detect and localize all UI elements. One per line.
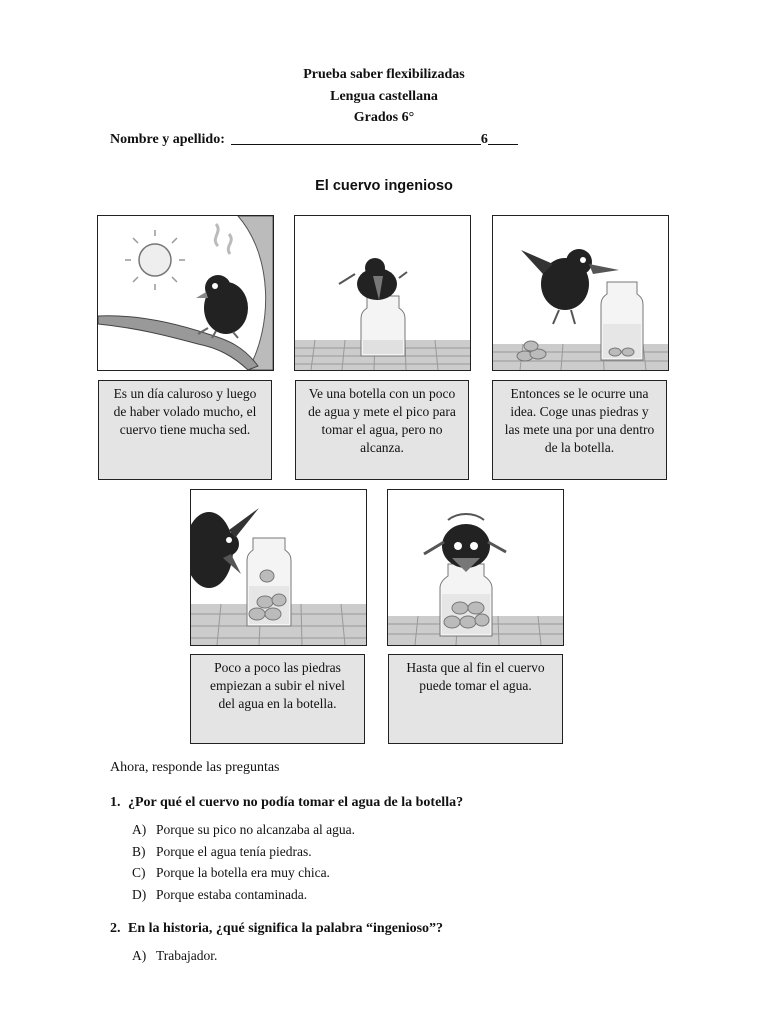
name-blank[interactable] — [231, 131, 481, 145]
story-caption-3: Entonces se le ocurre una idea. Coge unas piedras y las mete una por una dentro de la botella. — [492, 380, 667, 480]
question-2 — [110, 921, 443, 937]
question-1-option-a[interactable] — [132, 822, 355, 838]
crow-with-stones-illustration — [493, 216, 668, 370]
question-text: ¿Por qué el cuervo no podía tomar el agua de la botella? — [128, 795, 464, 810]
water-rising-illustration — [191, 490, 366, 645]
name-label: Nombre y apellido: — [110, 132, 225, 147]
story-caption-2: Ve una botella con un poco de agua y mete el pico para tomar el agua, pero no alcanza. — [295, 380, 469, 480]
header-line-3: Grados 6° — [353, 110, 415, 125]
crow-drinking-illustration — [388, 490, 563, 645]
question-1-option-d[interactable] — [132, 887, 307, 903]
option-text: Trabajador. — [156, 948, 218, 963]
option-letter: A) — [132, 822, 147, 837]
question-2-option-a[interactable] — [132, 948, 217, 964]
story-panel-1 — [97, 215, 274, 371]
question-text: En la historia, ¿qué significa la palabra “ingenioso”? — [128, 921, 444, 936]
crow-beak-in-bottle-illustration — [295, 216, 470, 370]
option-letter: C) — [132, 865, 146, 880]
question-number: 1. — [110, 795, 121, 810]
story-panel-3 — [492, 215, 669, 371]
story-caption-1: Es un día caluroso y luego de haber volado mucho, el cuervo tiene mucha sed. — [98, 380, 272, 480]
question-1-option-c[interactable] — [132, 865, 330, 881]
story-caption-5: Hasta que al fin el cuervo puede tomar el agua. — [388, 654, 563, 744]
story-panel-5 — [387, 489, 564, 646]
option-letter: B) — [132, 844, 146, 859]
grade-blank[interactable] — [488, 131, 518, 145]
option-text: Porque su pico no alcanzaba al agua. — [156, 822, 356, 837]
question-1-option-b[interactable] — [132, 844, 312, 860]
instructions: Ahora, responde las preguntas — [110, 760, 280, 775]
option-text: Porque el agua tenía piedras. — [156, 844, 312, 859]
question-number: 2. — [110, 921, 121, 936]
name-field — [110, 131, 518, 148]
option-text: Porque estaba contaminada. — [156, 887, 308, 902]
story-title: El cuervo ingenioso — [315, 178, 453, 194]
header-line-1: Prueba saber flexibilizadas — [303, 67, 465, 82]
grade-suffix: 6 — [480, 132, 488, 147]
option-text: Porque la botella era muy chica. — [156, 865, 330, 880]
header-line-2: Lengua castellana — [330, 89, 438, 104]
crow-branch-illustration — [98, 216, 273, 370]
question-1 — [110, 795, 463, 811]
story-panel-2 — [294, 215, 471, 371]
option-letter: D) — [132, 887, 147, 902]
story-panel-4 — [190, 489, 367, 646]
story-caption-4: Poco a poco las piedras empiezan a subir el nivel del agua en la botella. — [190, 654, 365, 744]
option-letter: A) — [132, 948, 147, 963]
